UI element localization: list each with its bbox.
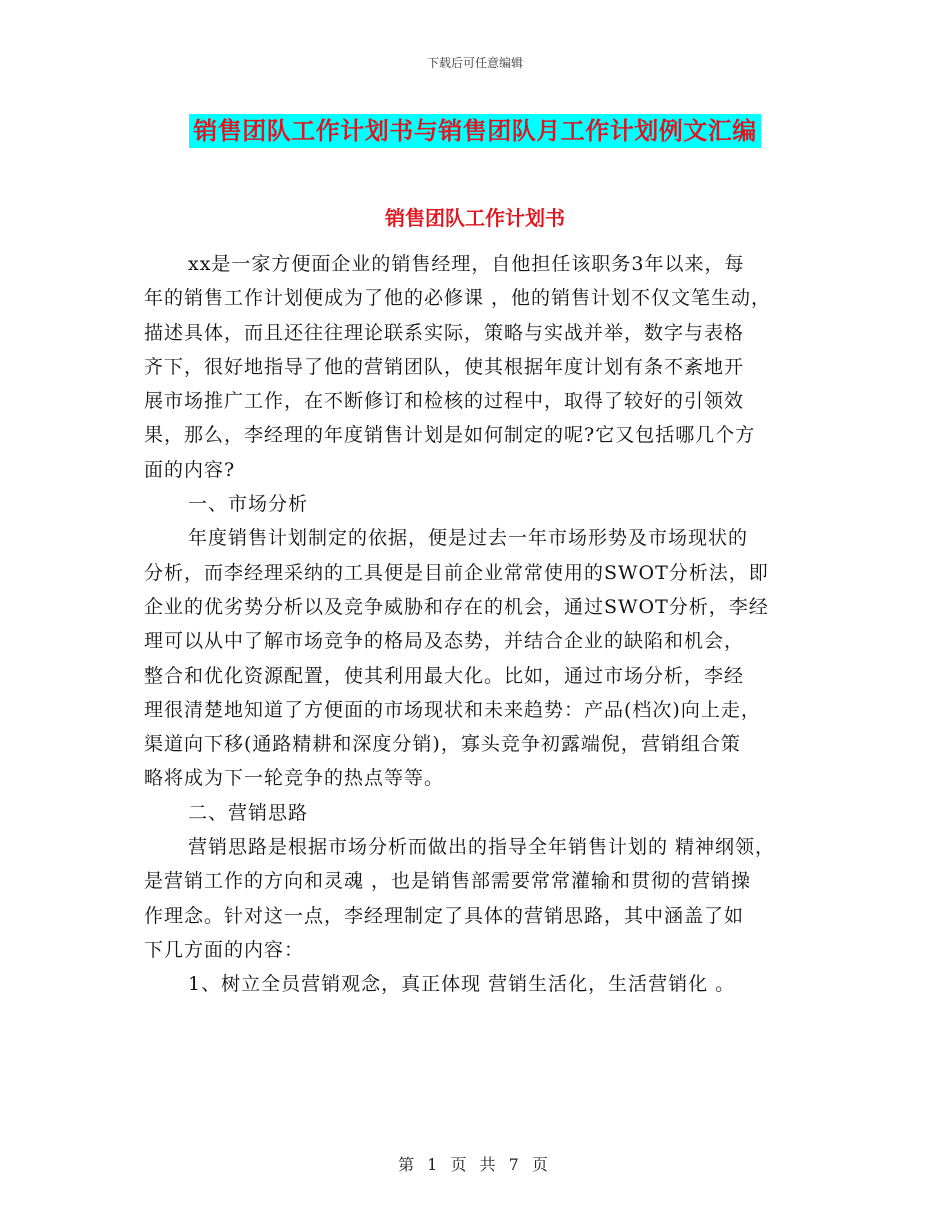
paragraph-line: 整合和优化资源配置，使其利用最大化。比如，通过市场分析，李经	[144, 664, 745, 687]
paragraph-line: 是营销工作的方向和灵魂 ，也是销售部需要常常灌输和贯彻的营销操	[144, 870, 752, 893]
header-note: 下载后可任意编辑	[426, 56, 523, 70]
section-title: 销售团队工作计划书	[385, 206, 565, 230]
heading-market-analysis: 一、市场分析	[188, 493, 309, 516]
paragraph-line: 展市场推广工作，在不断修订和检核的过程中，取得了较好的引领效	[144, 390, 745, 413]
page-number: 第 1 页 共 7 页	[398, 1155, 552, 1174]
document-title-wrap	[0, 114, 950, 148]
paragraph-line: 略将成为下一轮竞争的热点等等。	[144, 767, 445, 790]
paragraph-line: xx是一家方便面企业的销售经理，自他担任该职务3年以来，每	[188, 253, 745, 275]
paragraph-line: 面的内容?	[144, 458, 236, 481]
paragraph-line: 年度销售计划制定的依据，便是过去一年市场形势及市场现状的	[188, 527, 749, 550]
paragraph-line: 理可以从中了解市场竞争的格局及态势，并结合企业的缺陷和机会，	[144, 630, 745, 653]
document-body	[144, 248, 814, 1003]
paragraph-line: 齐下，很好地指导了他的营销团队，使其根据年度计划有条不紊地开	[144, 355, 745, 378]
paragraph-line: 分析，而李经理采纳的工具便是目前企业常常使用的SWOT分析法，即	[144, 561, 769, 584]
paragraph-line: 作理念。针对这一点，李经理制定了具体的营销思路，其中涵盖了如	[144, 904, 745, 927]
paragraph-line: 企业的优劣势分析以及竞争威胁和存在的机会，通过SWOT分析，李经	[144, 595, 769, 618]
paragraph-line: 年的销售工作计划便成为了他的必修课 ，他的销售计划不仅文笔生动，	[144, 287, 772, 310]
list-item: 1、树立全员营销观念，真正体现 营销生活化，生活营销化 。	[188, 973, 736, 996]
heading-marketing-ideas: 二、营销思路	[188, 801, 309, 824]
paragraph-line: 渠道向下移(通路精耕和深度分销)，寡头竞争初露端倪，营销组合策	[144, 733, 741, 756]
document-title: 销售团队工作计划书与销售团队月工作计划例文汇编	[189, 114, 761, 148]
paragraph-line: 描述具体，而且还往往理论联系实际，策略与实战并举，数字与表格	[144, 321, 745, 344]
paragraph-line: 下几方面的内容：	[144, 938, 305, 961]
paragraph-line: 营销思路是根据市场分析而做出的指导全年销售计划的 精神纲领，	[188, 836, 776, 859]
paragraph-line: 果，那么，李经理的年度销售计划是如何制定的呢?它又包括哪几个方	[144, 424, 756, 447]
paragraph-line: 理很清楚地知道了方便面的市场现状和未来趋势：产品(档次)向上走，	[144, 698, 761, 721]
